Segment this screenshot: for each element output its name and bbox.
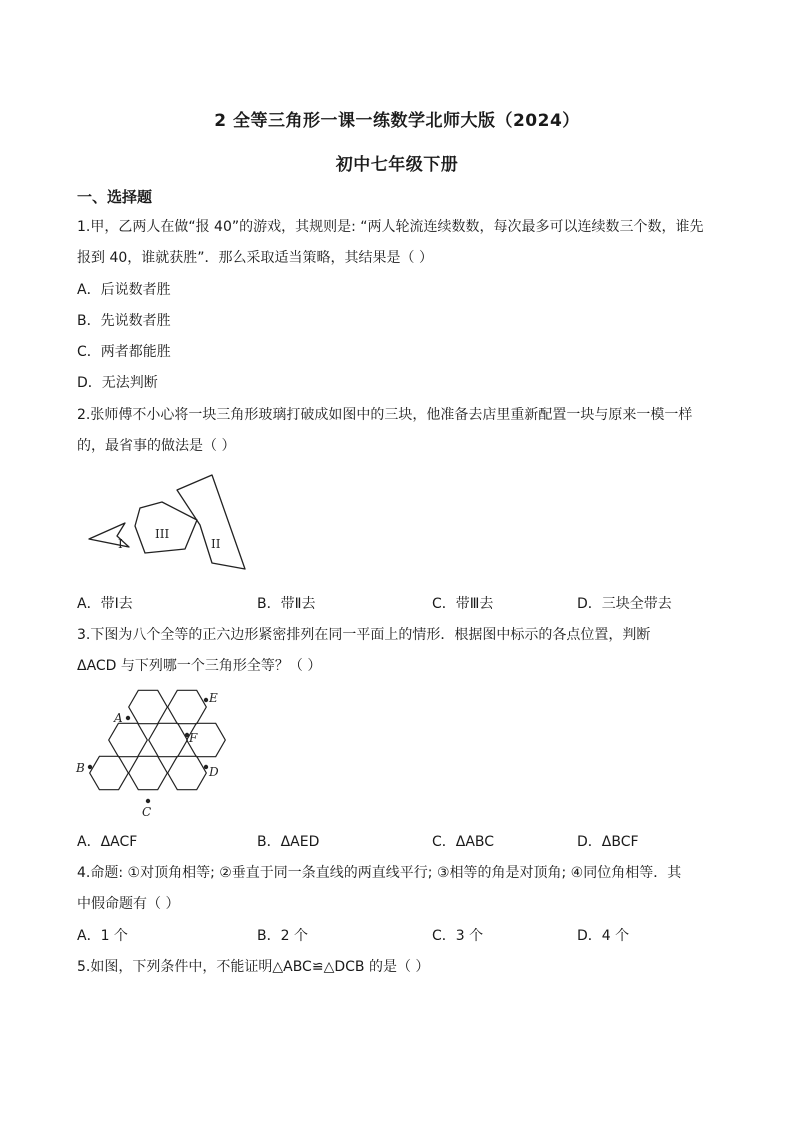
hexagon-cell xyxy=(90,756,129,789)
doc-subtitle: 初中七年级下册 xyxy=(335,155,459,175)
label-piece-2: II xyxy=(211,537,221,551)
q2-stem-line2: 的，最省事的做法是（ ） xyxy=(77,438,236,454)
q4-option-d: D．4 个 xyxy=(577,928,630,944)
q2-option-a: A．带Ⅰ去 xyxy=(77,596,133,612)
q3-option-a: A．ΔACF xyxy=(77,834,138,850)
q3-stem-line1: 3.下图为八个全等的正六边形紧密排列在同一平面上的情形．根据图中标示的各点位置，判断 xyxy=(77,627,651,643)
q4-option-a: A．1 个 xyxy=(77,928,128,944)
q4-stem-line1: 4.命题: ①对顶角相等; ②垂直于同一条直线的两直线平行; ③相等的角是对顶角; ④同位角相等．其 xyxy=(77,865,682,881)
q4-option-c: C．3 个 xyxy=(432,928,484,944)
hexagon-cells xyxy=(90,690,226,789)
hexagon-cell xyxy=(129,690,168,723)
point-d-dot xyxy=(204,765,208,769)
hexagon-cell xyxy=(168,756,207,789)
point-d-label: D xyxy=(209,765,219,779)
q4-stem-line2: 中假命题有（ ） xyxy=(77,896,180,912)
q1-option-d: D．无法判断 xyxy=(77,375,158,391)
doc-title: 2 全等三角形一课一练数学北师大版（2024） xyxy=(214,111,580,131)
q2-option-d: D．三块全带去 xyxy=(577,596,672,612)
q1-option-a: A．后说数者胜 xyxy=(77,282,171,298)
point-e-dot xyxy=(204,698,208,702)
section-heading: 一、选择题 xyxy=(77,188,153,206)
label-piece-3: III xyxy=(155,527,170,541)
q2-option-c: C．带Ⅲ去 xyxy=(432,596,494,612)
hexagon-cell xyxy=(129,756,168,789)
q3-option-b: B．ΔAED xyxy=(257,834,320,850)
point-a-label: A xyxy=(114,711,123,725)
q4-option-b: B．2 个 xyxy=(257,928,308,944)
q1-stem-line2: 报到 40，谁就获胜”．那么采取适当策略，其结果是（ ） xyxy=(77,250,433,266)
hexagon-cell xyxy=(168,690,207,723)
q2-option-b: B．带Ⅱ去 xyxy=(257,596,316,612)
q1-option-c: C．两者都能胜 xyxy=(77,344,171,360)
hexagon-cell xyxy=(149,723,188,756)
broken-glass-figure xyxy=(85,470,255,570)
q2-stem-line1: 2.张师傅不小心将一块三角形玻璃打破成如图中的三块，他准备去店里重新配置一块与原来一模一样 xyxy=(77,407,693,423)
hexagon-cell xyxy=(109,723,148,756)
point-c-dot xyxy=(146,799,150,803)
hexagon-grid-figure xyxy=(70,685,240,820)
q1-stem-line1: 1.甲，乙两人在做“报 40”的游戏，其规则是: “两人轮流连续数数，每次最多可以连续数三个数，谁先 xyxy=(77,219,704,235)
q1-option-b: B．先说数者胜 xyxy=(77,313,171,329)
glass-piece-1 xyxy=(89,523,129,547)
glass-piece-2 xyxy=(177,475,245,569)
point-f-label: F xyxy=(189,731,198,745)
point-c-label: C xyxy=(142,805,152,819)
q5-stem-line1: 5.如图，下列条件中，不能证明△ABC≌△DCB 的是（ ） xyxy=(77,959,430,975)
point-b-dot xyxy=(88,765,92,769)
q3-stem-line2: ΔACD 与下列哪一个三角形全等？（ ） xyxy=(77,658,322,674)
point-a-dot xyxy=(126,716,130,720)
q3-option-d: D．ΔBCF xyxy=(577,834,639,850)
q3-option-c: C．ΔABC xyxy=(432,834,495,850)
point-b-label: B xyxy=(76,761,85,775)
point-e-label: E xyxy=(209,691,218,705)
label-piece-1: I xyxy=(118,537,123,551)
point-dots xyxy=(88,698,208,803)
